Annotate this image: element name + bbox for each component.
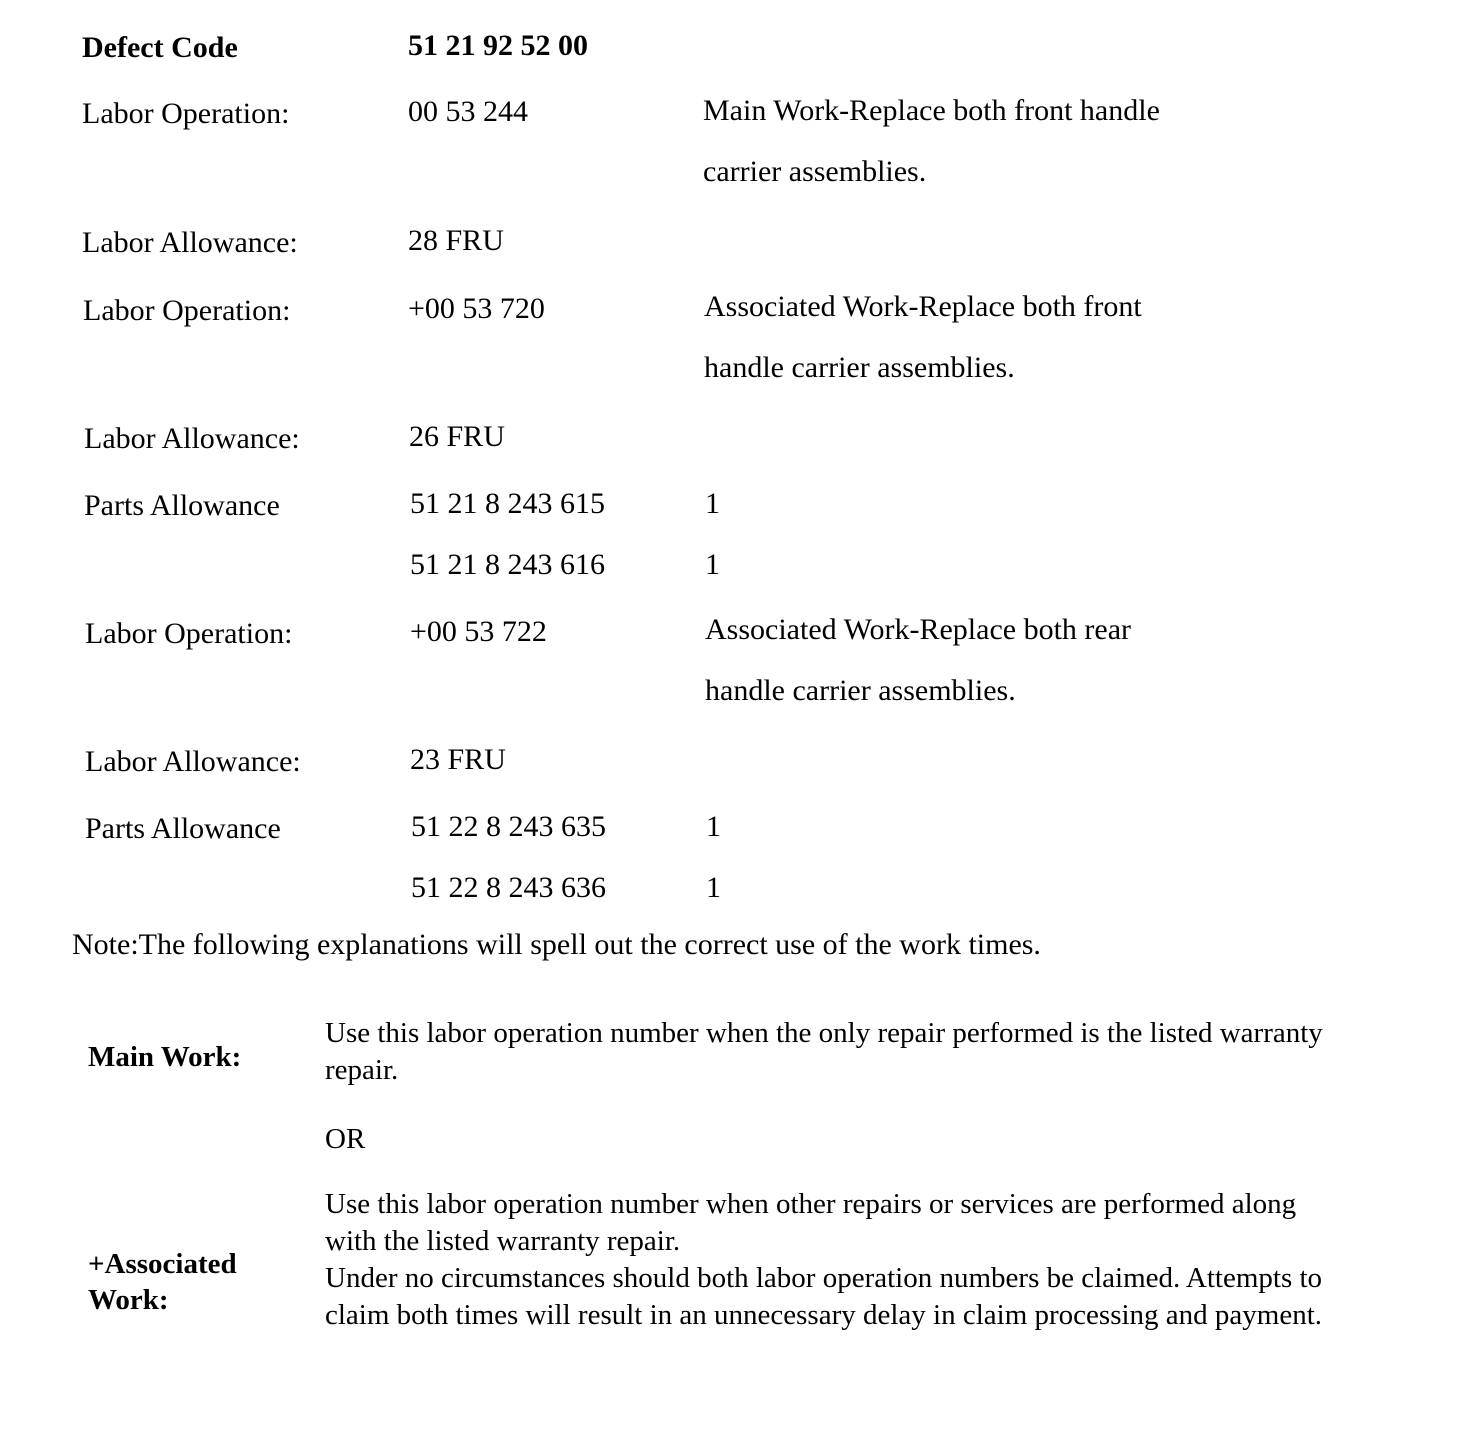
row-value: 51 21 8 243 615 <box>410 487 605 520</box>
or-text: OR <box>325 1123 366 1155</box>
row-value: 51 22 8 243 636 <box>411 871 606 904</box>
row-desc: handle carrier assemblies. <box>704 351 1015 384</box>
defect-code-value: 51 21 92 52 00 <box>408 29 588 62</box>
main-work-text: Use this labor operation number when the only repair performed is the listed warranty repair. <box>325 1017 1323 1086</box>
row-label: Labor Allowance: <box>84 422 300 455</box>
row-qty: 1 <box>705 487 720 520</box>
defect-code-label: Defect Code <box>82 31 238 64</box>
row-qty: 1 <box>705 548 720 581</box>
associated-work-warning: Under no circumstances should both labor operation numbers be claimed. Attempts to claim both times will result in an unnecessary delay in claim processing and payment. <box>325 1262 1323 1331</box>
row-value: 00 53 244 <box>408 95 528 128</box>
row-value: 23 FRU <box>410 743 506 776</box>
associated-work-text: Use this labor operation number when other repairs or services are performed along with the listed warranty repair. <box>325 1188 1297 1257</box>
row-label: Labor Allowance: <box>85 745 301 778</box>
row-label: Parts Allowance <box>84 489 280 522</box>
row-value: +00 53 722 <box>410 615 547 648</box>
row-desc: Main Work-Replace both front handle <box>703 94 1160 127</box>
row-value: 28 FRU <box>408 224 504 257</box>
row-value: 51 21 8 243 616 <box>410 548 605 581</box>
row-label: Parts Allowance <box>85 812 281 845</box>
row-value: 26 FRU <box>409 420 505 453</box>
row-desc: Associated Work-Replace both rear <box>705 613 1132 646</box>
row-value: 51 22 8 243 635 <box>411 810 606 843</box>
associated-work-label: +Associated <box>88 1248 237 1280</box>
associated-work-label: Work: <box>88 1284 169 1316</box>
row-desc: Associated Work-Replace both front <box>704 290 1142 323</box>
row-desc: handle carrier assemblies. <box>705 674 1016 707</box>
row-qty: 1 <box>706 810 721 843</box>
row-label: Labor Operation: <box>82 97 290 130</box>
row-label: Labor Operation: <box>83 294 291 327</box>
row-label: Labor Operation: <box>85 617 293 650</box>
row-value: +00 53 720 <box>408 292 545 325</box>
row-label: Labor Allowance: <box>82 226 298 259</box>
note-text: Note:The following explanations will spell out the correct use of the work times. <box>72 928 1041 961</box>
row-qty: 1 <box>706 871 721 904</box>
main-work-label: Main Work: <box>88 1041 242 1073</box>
row-desc: carrier assemblies. <box>703 155 927 188</box>
